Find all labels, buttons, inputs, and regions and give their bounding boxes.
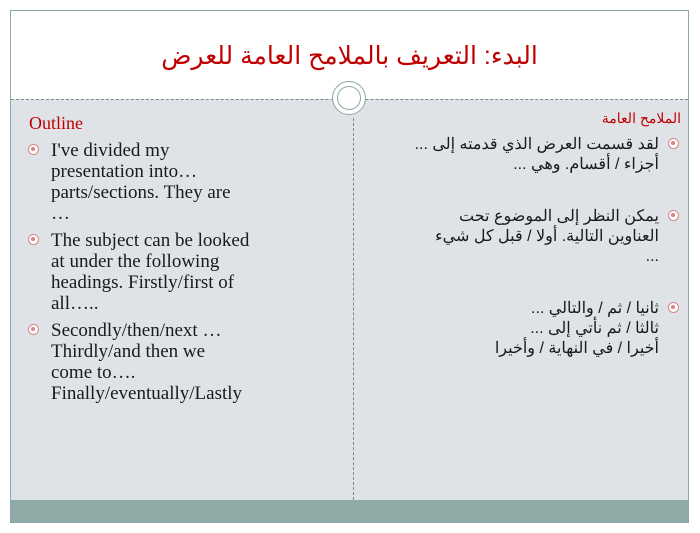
item-line: parts/sections. They are: [51, 182, 231, 203]
general-features-heading: الملامح العامة: [601, 110, 681, 126]
list-item: [23, 140, 343, 224]
arabic-column: [365, 110, 681, 359]
item-line: أخيرا / في النهاية / وأخيرا: [494, 340, 659, 357]
item-line: يمكن النظر إلى الموضوع تحت: [459, 208, 659, 225]
column-divider: [353, 118, 354, 500]
item-line: أجزاء / أقسام. وهي ...: [513, 156, 659, 173]
list-item: [365, 135, 681, 175]
item-line: headings. Firstly/first of: [51, 272, 235, 293]
item-line: Finally/eventually/Lastly: [51, 383, 243, 404]
item-line: come to….: [51, 362, 136, 383]
english-list: [23, 140, 343, 404]
circle-bullet-icon: [668, 302, 679, 313]
circle-ornament-icon: [332, 81, 366, 115]
item-line: ...: [645, 248, 659, 265]
item-line: …: [51, 203, 70, 224]
item-line: العناوين التالية. أولا / قبل كل شيء: [435, 228, 659, 245]
circle-bullet-icon: [668, 138, 679, 149]
slide-title: البدء: التعريف بالملامح العامة للعرض: [161, 42, 538, 70]
circle-bullet-icon: [28, 144, 39, 155]
list-item: [23, 320, 343, 404]
item-line: Secondly/then/next …: [51, 320, 222, 341]
item-line: ثانيا / ثم / والتالي ...: [531, 300, 659, 317]
item-line: at under the following: [51, 251, 220, 272]
item-line: Thirdly/and then we: [51, 341, 206, 362]
item-line: I've divided my: [51, 140, 170, 161]
english-column: [23, 113, 343, 410]
arabic-list: [365, 135, 681, 359]
item-line: ثالثا / ثم نأتي إلى ...: [530, 320, 659, 337]
circle-bullet-icon: [668, 210, 679, 221]
item-line: all…..: [51, 293, 99, 314]
item-line: The subject can be looked: [51, 230, 250, 251]
item-line: لقد قسمت العرض الذي قدمته إلى ...: [414, 136, 659, 153]
list-item: [23, 230, 343, 314]
list-item: [365, 299, 681, 359]
circle-bullet-icon: [28, 234, 39, 245]
outline-heading: Outline: [29, 113, 83, 133]
circle-bullet-icon: [28, 324, 39, 335]
item-line: presentation into…: [51, 161, 198, 182]
list-item: [365, 207, 681, 267]
